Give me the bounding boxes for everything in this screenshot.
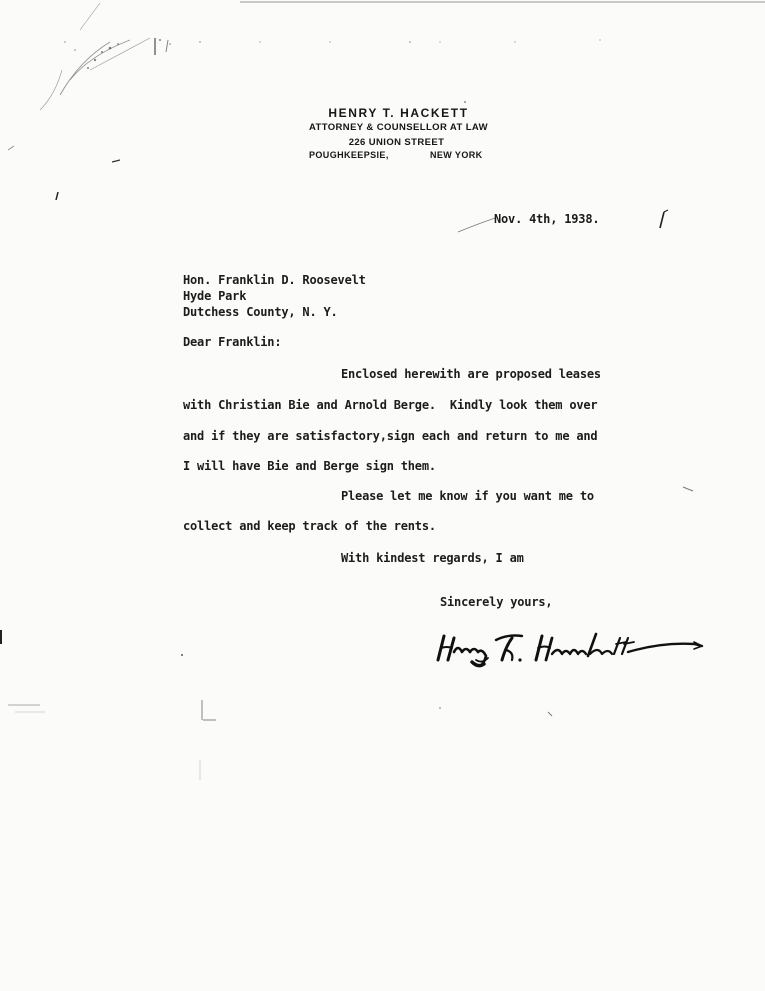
body-p1-line-3: and if they are satisfactory,sign each and return to me and: [183, 429, 598, 443]
letterhead-street: 226 UNION STREET: [348, 137, 445, 148]
salutation: Dear Franklin:: [183, 335, 282, 349]
body-p1-line-2: with Christian Bie and Arnold Berge. Kindly look them over: [183, 398, 598, 412]
recipient-line-2: Hyde Park: [183, 289, 247, 303]
letter-date: Nov. 4th, 1938.: [494, 212, 600, 226]
closing: Sincerely yours,: [440, 595, 553, 609]
letterhead-city: POUGHKEEPSIE,: [309, 150, 389, 160]
body-p2-line-1: Please let me know if you want me to: [341, 489, 594, 503]
handwritten-signature: [432, 630, 712, 670]
body-p2-line-2: collect and keep track of the rents.: [183, 519, 436, 533]
recipient-line-3: Dutchess County, N. Y.: [183, 305, 338, 319]
body-p1-line-4: I will have Bie and Berge sign them.: [183, 459, 436, 473]
letterhead-state: NEW YORK: [430, 150, 483, 160]
recipient-line-1: Hon. Franklin D. Roosevelt: [183, 273, 366, 287]
letterhead-title: ATTORNEY & COUNSELLOR AT LAW: [308, 122, 489, 133]
body-p1-line-1: Enclosed herewith are proposed leases: [341, 367, 601, 381]
letterhead-name: HENRY T. HACKETT: [328, 106, 469, 120]
body-p3-line-1: With kindest regards, I am: [341, 551, 524, 565]
